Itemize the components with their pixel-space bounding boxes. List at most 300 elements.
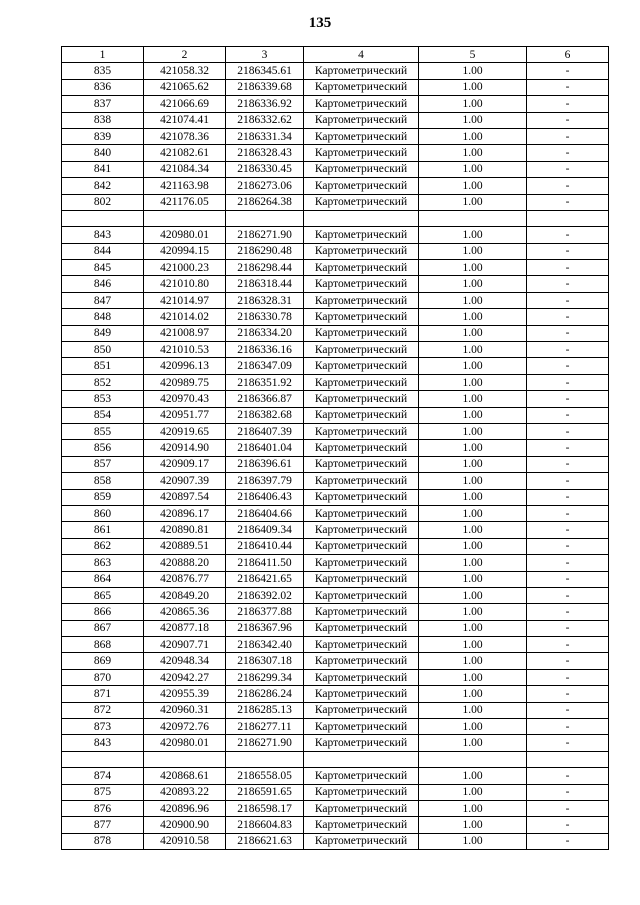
note-cell: - <box>527 79 609 95</box>
y-coordinate-cell: 2186299.34 <box>226 669 304 685</box>
note-cell: - <box>527 407 609 423</box>
table-row <box>62 653 609 669</box>
table-row <box>62 260 609 276</box>
x-coordinate-cell: 420955.39 <box>144 686 226 702</box>
accuracy-cell: 1.00 <box>419 702 527 718</box>
x-coordinate-cell: 420980.01 <box>144 227 226 243</box>
accuracy-cell: 1.00 <box>419 620 527 636</box>
note-cell: - <box>527 309 609 325</box>
point-number-cell: 856 <box>62 440 144 456</box>
table-row <box>62 391 609 407</box>
method-cell: Картометрический <box>304 63 419 79</box>
table-row <box>62 784 609 800</box>
x-coordinate-cell: 421014.97 <box>144 292 226 308</box>
table-row <box>62 489 609 505</box>
y-coordinate-cell: 2186621.63 <box>226 833 304 849</box>
accuracy-cell: 1.00 <box>419 194 527 210</box>
y-coordinate-cell: 2186285.13 <box>226 702 304 718</box>
table-row <box>62 358 609 374</box>
accuracy-cell: 1.00 <box>419 325 527 341</box>
point-number-cell: 863 <box>62 555 144 571</box>
x-coordinate-cell: 421000.23 <box>144 260 226 276</box>
y-coordinate-cell: 2186271.90 <box>226 227 304 243</box>
y-coordinate-cell: 2186421.65 <box>226 571 304 587</box>
note-cell: - <box>527 112 609 128</box>
method-cell: Картометрический <box>304 833 419 849</box>
point-number-cell: 849 <box>62 325 144 341</box>
point-number-cell: 802 <box>62 194 144 210</box>
table-row <box>62 210 609 226</box>
accuracy-cell: 1.00 <box>419 817 527 833</box>
point-number-cell: 838 <box>62 112 144 128</box>
note-cell: - <box>527 735 609 751</box>
note-cell: - <box>527 571 609 587</box>
y-coordinate-cell: 2186328.31 <box>226 292 304 308</box>
y-coordinate-cell: 2186336.16 <box>226 342 304 358</box>
y-coordinate-cell: 2186409.34 <box>226 522 304 538</box>
method-cell: Картометрический <box>304 374 419 390</box>
table-row <box>62 473 609 489</box>
point-number-cell: 869 <box>62 653 144 669</box>
y-coordinate-cell: 2186298.44 <box>226 260 304 276</box>
method-cell: Картометрический <box>304 440 419 456</box>
x-coordinate-cell: 420909.17 <box>144 456 226 472</box>
accuracy-cell: 1.00 <box>419 653 527 669</box>
accuracy-cell: 1.00 <box>419 768 527 784</box>
note-cell <box>527 751 609 767</box>
note-cell: - <box>527 96 609 112</box>
y-coordinate-cell: 2186558.05 <box>226 768 304 784</box>
y-coordinate-cell: 2186290.48 <box>226 243 304 259</box>
method-cell: Картометрический <box>304 423 419 439</box>
note-cell: - <box>527 194 609 210</box>
method-cell: Картометрический <box>304 161 419 177</box>
point-number-cell: 846 <box>62 276 144 292</box>
method-cell: Картометрический <box>304 407 419 423</box>
point-number-cell: 870 <box>62 669 144 685</box>
x-coordinate-cell: 420970.43 <box>144 391 226 407</box>
accuracy-cell: 1.00 <box>419 522 527 538</box>
table-row <box>62 178 609 194</box>
y-coordinate-cell: 2186342.40 <box>226 637 304 653</box>
point-number-cell: 851 <box>62 358 144 374</box>
accuracy-cell: 1.00 <box>419 538 527 554</box>
y-coordinate-cell: 2186411.50 <box>226 555 304 571</box>
note-cell: - <box>527 702 609 718</box>
x-coordinate-cell: 420865.36 <box>144 604 226 620</box>
x-coordinate-cell: 421010.80 <box>144 276 226 292</box>
y-coordinate-cell: 2186382.68 <box>226 407 304 423</box>
note-cell: - <box>527 833 609 849</box>
note-cell: - <box>527 423 609 439</box>
method-cell: Картометрический <box>304 604 419 620</box>
note-cell: - <box>527 145 609 161</box>
table-row <box>62 719 609 735</box>
x-coordinate-cell: 421078.36 <box>144 128 226 144</box>
x-coordinate-cell: 420960.31 <box>144 702 226 718</box>
method-cell: Картометрический <box>304 505 419 521</box>
method-cell: Картометрический <box>304 571 419 587</box>
y-coordinate-cell: 2186332.62 <box>226 112 304 128</box>
y-coordinate-cell: 2186328.43 <box>226 145 304 161</box>
accuracy-cell: 1.00 <box>419 456 527 472</box>
point-number-cell: 855 <box>62 423 144 439</box>
y-coordinate-cell: 2186330.78 <box>226 309 304 325</box>
table-row <box>62 227 609 243</box>
y-coordinate-cell: 2186339.68 <box>226 79 304 95</box>
accuracy-cell: 1.00 <box>419 735 527 751</box>
point-number-cell: 841 <box>62 161 144 177</box>
y-coordinate-cell: 2186406.43 <box>226 489 304 505</box>
table-row <box>62 243 609 259</box>
point-number-cell: 852 <box>62 374 144 390</box>
y-coordinate-cell: 2186598.17 <box>226 800 304 816</box>
x-coordinate-cell: 420994.15 <box>144 243 226 259</box>
method-cell: Картометрический <box>304 276 419 292</box>
x-coordinate-cell: 420914.90 <box>144 440 226 456</box>
x-coordinate-cell: 421014.02 <box>144 309 226 325</box>
table-row <box>62 604 609 620</box>
x-coordinate-cell: 421082.61 <box>144 145 226 161</box>
table-row <box>62 768 609 784</box>
accuracy-cell: 1.00 <box>419 423 527 439</box>
table-row <box>62 79 609 95</box>
x-coordinate-cell: 420919.65 <box>144 423 226 439</box>
accuracy-cell: 1.00 <box>419 178 527 194</box>
method-cell: Картометрический <box>304 194 419 210</box>
x-coordinate-cell: 420951.77 <box>144 407 226 423</box>
accuracy-cell: 1.00 <box>419 637 527 653</box>
note-cell: - <box>527 161 609 177</box>
x-coordinate-cell: 420876.77 <box>144 571 226 587</box>
point-number-cell: 875 <box>62 784 144 800</box>
note-cell: - <box>527 686 609 702</box>
table-row <box>62 620 609 636</box>
method-cell: Картометрический <box>304 768 419 784</box>
point-number-cell: 843 <box>62 227 144 243</box>
y-coordinate-cell: 2186351.92 <box>226 374 304 390</box>
point-number-cell: 861 <box>62 522 144 538</box>
x-coordinate-cell: 421058.32 <box>144 63 226 79</box>
note-cell: - <box>527 489 609 505</box>
note-cell: - <box>527 325 609 341</box>
point-number-cell: 874 <box>62 768 144 784</box>
note-cell: - <box>527 505 609 521</box>
method-cell: Картометрический <box>304 489 419 505</box>
x-coordinate-cell: 420890.81 <box>144 522 226 538</box>
y-coordinate-cell: 2186334.20 <box>226 325 304 341</box>
method-cell: Картометрический <box>304 391 419 407</box>
accuracy-cell: 1.00 <box>419 833 527 849</box>
accuracy-cell: 1.00 <box>419 260 527 276</box>
column-header: 3 <box>226 47 304 63</box>
table-row <box>62 276 609 292</box>
y-coordinate-cell: 2186273.06 <box>226 178 304 194</box>
point-number-cell: 877 <box>62 817 144 833</box>
table-row <box>62 555 609 571</box>
accuracy-cell: 1.00 <box>419 63 527 79</box>
column-header: 5 <box>419 47 527 63</box>
note-cell: - <box>527 719 609 735</box>
point-number-cell: 850 <box>62 342 144 358</box>
note-cell: - <box>527 178 609 194</box>
table-row <box>62 686 609 702</box>
y-coordinate-cell: 2186330.45 <box>226 161 304 177</box>
table-row <box>62 325 609 341</box>
x-coordinate-cell: 420893.22 <box>144 784 226 800</box>
table-row <box>62 96 609 112</box>
note-cell: - <box>527 342 609 358</box>
table-body <box>62 63 609 850</box>
y-coordinate-cell: 2186591.65 <box>226 784 304 800</box>
accuracy-cell: 1.00 <box>419 489 527 505</box>
method-cell: Картометрический <box>304 653 419 669</box>
table-row <box>62 423 609 439</box>
table-row <box>62 292 609 308</box>
point-number-cell: 873 <box>62 719 144 735</box>
note-cell: - <box>527 63 609 79</box>
accuracy-cell <box>419 210 527 226</box>
x-coordinate-cell: 420900.90 <box>144 817 226 833</box>
accuracy-cell: 1.00 <box>419 112 527 128</box>
note-cell: - <box>527 800 609 816</box>
x-coordinate-cell: 420948.34 <box>144 653 226 669</box>
point-number-cell: 871 <box>62 686 144 702</box>
x-coordinate-cell: 420868.61 <box>144 768 226 784</box>
method-cell: Картометрический <box>304 112 419 128</box>
note-cell: - <box>527 374 609 390</box>
method-cell: Картометрический <box>304 686 419 702</box>
note-cell: - <box>527 276 609 292</box>
x-coordinate-cell: 420907.71 <box>144 637 226 653</box>
accuracy-cell: 1.00 <box>419 374 527 390</box>
x-coordinate-cell: 420897.54 <box>144 489 226 505</box>
method-cell: Картометрический <box>304 292 419 308</box>
accuracy-cell: 1.00 <box>419 391 527 407</box>
method-cell: Картометрический <box>304 456 419 472</box>
table-row <box>62 374 609 390</box>
table-row <box>62 194 609 210</box>
y-coordinate-cell: 2186264.38 <box>226 194 304 210</box>
accuracy-cell: 1.00 <box>419 555 527 571</box>
y-coordinate-cell: 2186347.09 <box>226 358 304 374</box>
accuracy-cell: 1.00 <box>419 96 527 112</box>
accuracy-cell <box>419 751 527 767</box>
y-coordinate-cell: 2186410.44 <box>226 538 304 554</box>
point-number-cell: 866 <box>62 604 144 620</box>
x-coordinate-cell: 421074.41 <box>144 112 226 128</box>
table-header-row <box>62 47 609 63</box>
point-number-cell: 842 <box>62 178 144 194</box>
note-cell: - <box>527 538 609 554</box>
x-coordinate-cell: 421176.05 <box>144 194 226 210</box>
method-cell <box>304 210 419 226</box>
method-cell: Картометрический <box>304 227 419 243</box>
accuracy-cell: 1.00 <box>419 669 527 685</box>
accuracy-cell: 1.00 <box>419 243 527 259</box>
table-row <box>62 161 609 177</box>
method-cell: Картометрический <box>304 128 419 144</box>
point-number-cell: 872 <box>62 702 144 718</box>
method-cell: Картометрический <box>304 522 419 538</box>
y-coordinate-cell: 2186377.88 <box>226 604 304 620</box>
x-coordinate-cell: 420989.75 <box>144 374 226 390</box>
point-number-cell: 840 <box>62 145 144 161</box>
accuracy-cell: 1.00 <box>419 505 527 521</box>
method-cell: Картометрический <box>304 178 419 194</box>
note-cell: - <box>527 358 609 374</box>
point-number-cell: 853 <box>62 391 144 407</box>
point-number-cell: 835 <box>62 63 144 79</box>
y-coordinate-cell: 2186331.34 <box>226 128 304 144</box>
table-row <box>62 407 609 423</box>
point-number-cell: 844 <box>62 243 144 259</box>
y-coordinate-cell: 2186318.44 <box>226 276 304 292</box>
accuracy-cell: 1.00 <box>419 145 527 161</box>
point-number-cell: 843 <box>62 735 144 751</box>
accuracy-cell: 1.00 <box>419 440 527 456</box>
table-row <box>62 505 609 521</box>
point-number-cell: 878 <box>62 833 144 849</box>
y-coordinate-cell: 2186404.66 <box>226 505 304 521</box>
x-coordinate-cell: 421163.98 <box>144 178 226 194</box>
table-row <box>62 440 609 456</box>
x-coordinate-cell <box>144 210 226 226</box>
x-coordinate-cell: 420907.39 <box>144 473 226 489</box>
x-coordinate-cell: 420896.96 <box>144 800 226 816</box>
table-row <box>62 538 609 554</box>
method-cell: Картометрический <box>304 587 419 603</box>
y-coordinate-cell <box>226 751 304 767</box>
method-cell: Картометрический <box>304 702 419 718</box>
y-coordinate-cell: 2186367.96 <box>226 620 304 636</box>
y-coordinate-cell: 2186401.04 <box>226 440 304 456</box>
note-cell: - <box>527 669 609 685</box>
point-number-cell: 857 <box>62 456 144 472</box>
method-cell: Картометрический <box>304 555 419 571</box>
table-row <box>62 128 609 144</box>
method-cell: Картометрический <box>304 243 419 259</box>
point-number-cell: 858 <box>62 473 144 489</box>
y-coordinate-cell: 2186604.83 <box>226 817 304 833</box>
accuracy-cell: 1.00 <box>419 227 527 243</box>
table-row <box>62 309 609 325</box>
accuracy-cell: 1.00 <box>419 292 527 308</box>
table-row <box>62 342 609 358</box>
accuracy-cell: 1.00 <box>419 784 527 800</box>
method-cell: Картометрический <box>304 637 419 653</box>
note-cell: - <box>527 784 609 800</box>
y-coordinate-cell: 2186345.61 <box>226 63 304 79</box>
y-coordinate-cell: 2186407.39 <box>226 423 304 439</box>
x-coordinate-cell: 421010.53 <box>144 342 226 358</box>
note-cell: - <box>527 522 609 538</box>
table-row <box>62 800 609 816</box>
method-cell: Картометрический <box>304 735 419 751</box>
point-number-cell: 859 <box>62 489 144 505</box>
note-cell: - <box>527 391 609 407</box>
method-cell: Картометрический <box>304 260 419 276</box>
column-header: 2 <box>144 47 226 63</box>
column-header: 1 <box>62 47 144 63</box>
method-cell: Картометрический <box>304 342 419 358</box>
y-coordinate-cell: 2186307.18 <box>226 653 304 669</box>
note-cell: - <box>527 653 609 669</box>
point-number-cell: 860 <box>62 505 144 521</box>
accuracy-cell: 1.00 <box>419 604 527 620</box>
x-coordinate-cell: 420972.76 <box>144 719 226 735</box>
point-number-cell: 848 <box>62 309 144 325</box>
method-cell: Картометрический <box>304 358 419 374</box>
method-cell: Картометрический <box>304 538 419 554</box>
table-row <box>62 637 609 653</box>
x-coordinate-cell: 420889.51 <box>144 538 226 554</box>
column-header: 4 <box>304 47 419 63</box>
note-cell: - <box>527 637 609 653</box>
column-header: 6 <box>527 47 609 63</box>
method-cell: Картометрический <box>304 817 419 833</box>
point-number-cell: 876 <box>62 800 144 816</box>
method-cell: Картометрический <box>304 669 419 685</box>
table-row <box>62 735 609 751</box>
y-coordinate-cell: 2186366.87 <box>226 391 304 407</box>
table-row <box>62 669 609 685</box>
method-cell: Картометрический <box>304 325 419 341</box>
point-number-cell: 836 <box>62 79 144 95</box>
table-row <box>62 112 609 128</box>
x-coordinate-cell: 421065.62 <box>144 79 226 95</box>
y-coordinate-cell: 2186277.11 <box>226 719 304 735</box>
note-cell: - <box>527 768 609 784</box>
point-number-cell <box>62 751 144 767</box>
table-row <box>62 817 609 833</box>
method-cell: Картометрический <box>304 96 419 112</box>
point-number-cell <box>62 210 144 226</box>
note-cell: - <box>527 587 609 603</box>
note-cell: - <box>527 473 609 489</box>
accuracy-cell: 1.00 <box>419 587 527 603</box>
point-number-cell: 868 <box>62 637 144 653</box>
note-cell: - <box>527 292 609 308</box>
note-cell: - <box>527 620 609 636</box>
accuracy-cell: 1.00 <box>419 571 527 587</box>
note-cell: - <box>527 817 609 833</box>
y-coordinate-cell: 2186392.02 <box>226 587 304 603</box>
accuracy-cell: 1.00 <box>419 161 527 177</box>
method-cell: Картометрический <box>304 145 419 161</box>
x-coordinate-cell: 421008.97 <box>144 325 226 341</box>
method-cell <box>304 751 419 767</box>
accuracy-cell: 1.00 <box>419 800 527 816</box>
accuracy-cell: 1.00 <box>419 309 527 325</box>
method-cell: Картометрический <box>304 800 419 816</box>
method-cell: Картометрический <box>304 784 419 800</box>
point-number-cell: 847 <box>62 292 144 308</box>
y-coordinate-cell: 2186271.90 <box>226 735 304 751</box>
method-cell: Картометрический <box>304 620 419 636</box>
y-coordinate-cell: 2186397.79 <box>226 473 304 489</box>
x-coordinate-cell: 421084.34 <box>144 161 226 177</box>
accuracy-cell: 1.00 <box>419 128 527 144</box>
note-cell: - <box>527 604 609 620</box>
point-number-cell: 867 <box>62 620 144 636</box>
x-coordinate-cell: 420942.27 <box>144 669 226 685</box>
x-coordinate-cell: 420877.18 <box>144 620 226 636</box>
accuracy-cell: 1.00 <box>419 719 527 735</box>
x-coordinate-cell: 420980.01 <box>144 735 226 751</box>
note-cell: - <box>527 260 609 276</box>
table-row <box>62 587 609 603</box>
